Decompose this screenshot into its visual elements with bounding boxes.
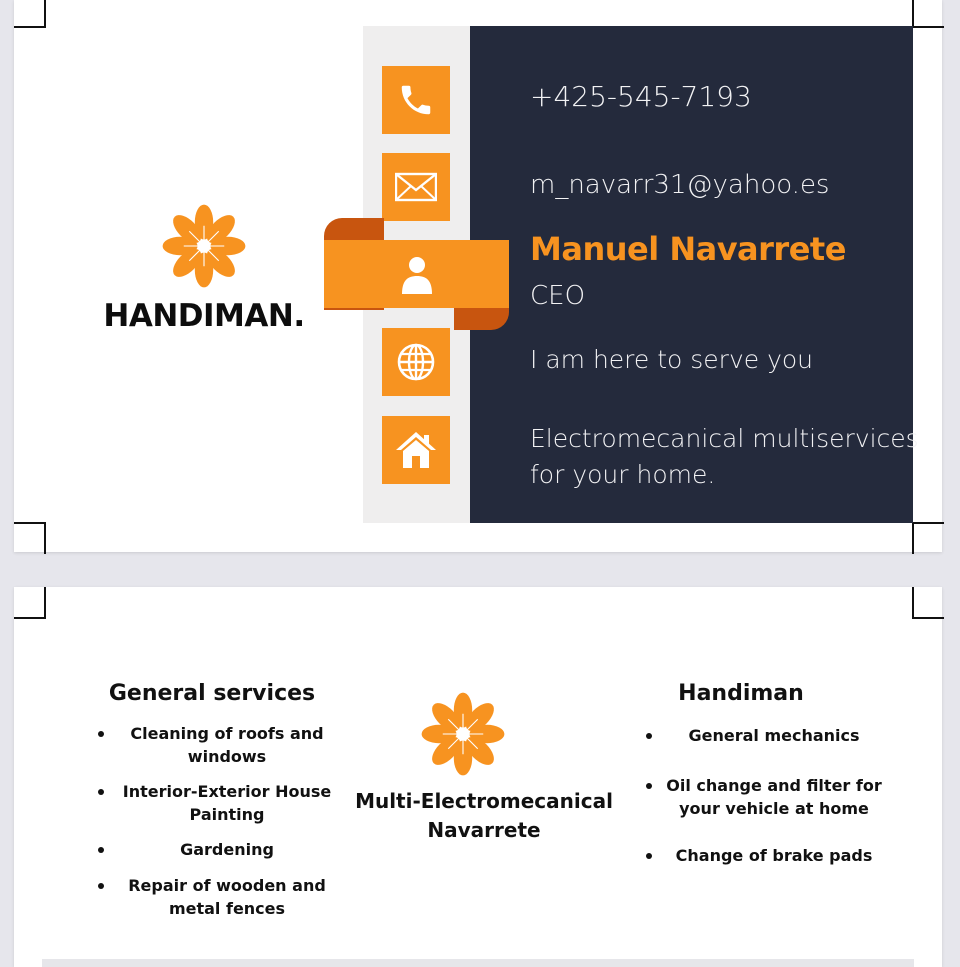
email-address: m_navarr31@yahoo.es [530,170,830,200]
general-services-title: General services [108,681,316,706]
list-item: Oil change and filter for your vehicle at home [666,776,882,818]
crop-mark [14,522,46,554]
list-item: Interior-Exterior House Painting [122,782,332,824]
flower-icon [417,688,509,780]
bullet [98,789,104,795]
bullet [98,883,104,889]
person-name: Manuel Navarrete [530,230,846,268]
home-icon [395,430,437,470]
bullet [98,847,104,853]
phone-number: +425-545-7193 [530,80,752,113]
bullet [646,783,652,789]
phone-icon [397,81,435,119]
company-name: Multi-Electromecanical Navarrete [355,789,613,842]
description-line: Electromecanical multiservices [530,424,919,453]
person-ribbon [324,240,509,308]
handiman-title: Handiman [678,681,804,706]
list-item: Cleaning of roofs and windows [130,724,324,766]
logo-text: HANDIMAN. [103,298,305,334]
business-card-front [14,0,942,552]
business-card-back [14,587,942,967]
list-item: Change of brake pads [675,846,873,865]
crop-mark [14,0,46,28]
phone-icon-box [382,66,450,134]
list-item: General mechanics [688,726,860,745]
crop-mark [912,522,944,554]
globe-icon-box [382,328,450,396]
bullet [646,853,652,859]
crop-mark [14,587,46,619]
home-icon-box [382,416,450,484]
globe-icon [396,342,436,382]
mail-icon [395,171,437,203]
bottom-bar [42,959,914,967]
description-line: for your home. [530,460,716,489]
handiman-logo [84,200,324,334]
person-icon [400,254,434,294]
crop-mark [912,0,944,28]
list-item: Repair of wooden and metal fences [128,876,326,918]
mail-icon-box [382,153,450,221]
job-title: CEO [530,281,586,311]
crop-mark [912,587,944,619]
flower-icon [158,200,250,292]
bullet [98,731,104,737]
tagline: I am here to serve you [530,345,814,374]
list-item: Gardening [180,840,274,859]
bullet [646,733,652,739]
